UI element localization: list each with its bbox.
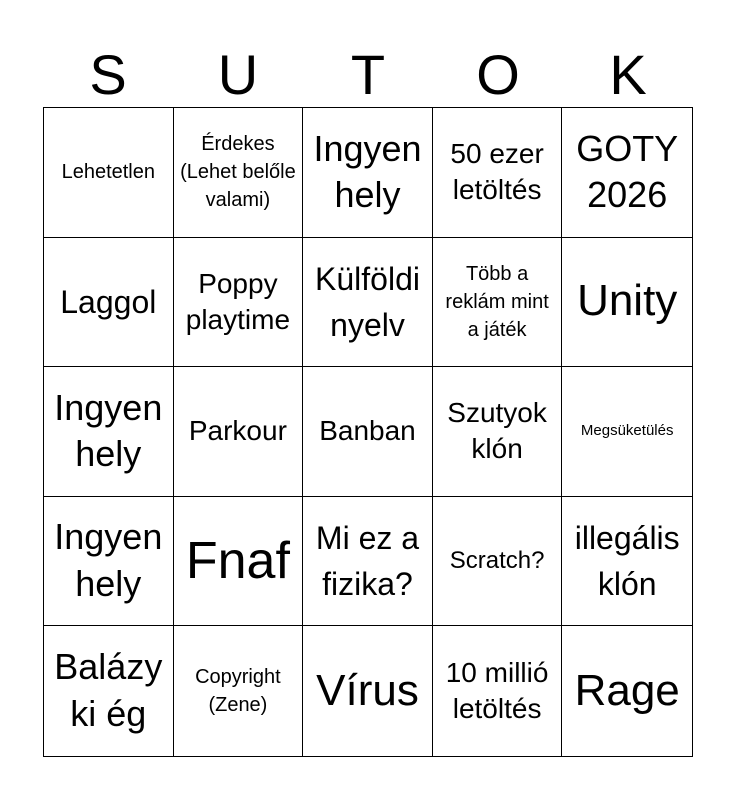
header-letter: S (89, 43, 127, 106)
bingo-cell[interactable] (433, 108, 563, 238)
bingo-cell[interactable] (433, 238, 563, 368)
bingo-cell[interactable] (562, 497, 692, 627)
bingo-header (43, 42, 693, 108)
cell-text: Megsüketülés (580, 422, 674, 440)
cell-text: Fnaf (185, 531, 290, 590)
bingo-cell[interactable] (303, 108, 433, 238)
cell-text: Több a reklám mint a játék (445, 262, 549, 341)
cell-text: Scratch? (449, 547, 545, 575)
cell-text: Ingyen hely (313, 127, 422, 216)
cell-text: Rage (574, 665, 680, 715)
bingo-cell[interactable] (562, 238, 692, 368)
bingo-cell[interactable] (433, 367, 563, 497)
bingo-cell[interactable] (44, 238, 174, 368)
cell-text: Szutyok klón (447, 397, 547, 465)
cell-text: GOTY 2026 (576, 127, 679, 216)
bingo-cell[interactable] (174, 497, 304, 627)
cell-text: Ingyen hely (54, 516, 163, 605)
cell-text: Copyright (Zene) (195, 666, 281, 717)
bingo-cell[interactable] (562, 367, 692, 497)
cell-text: Érdekes (Lehet belőle valami) (180, 133, 296, 212)
header-letter: U (217, 43, 259, 106)
bingo-cell[interactable] (44, 497, 174, 627)
cell-text: Unity (577, 276, 678, 326)
bingo-cell[interactable] (174, 108, 304, 238)
bingo-cell[interactable] (433, 497, 563, 627)
cell-text: 10 millió letöltés (445, 656, 549, 725)
bingo-cell[interactable] (44, 108, 174, 238)
cell-text: Banban (319, 415, 416, 447)
cell-text: Balázy ki ég (54, 646, 163, 735)
cell-text: Poppy playtime (185, 267, 291, 335)
bingo-cell[interactable] (44, 367, 174, 497)
bingo-cell[interactable] (433, 626, 563, 756)
cell-text: illegális klón (574, 519, 680, 603)
cell-text: Laggol (60, 283, 157, 320)
header-letter: O (476, 43, 520, 106)
bingo-cell[interactable] (303, 497, 433, 627)
cell-text: Vírus (316, 665, 419, 715)
cell-text: Parkour (188, 415, 287, 447)
cell-text: Ingyen hely (54, 386, 163, 475)
cell-text: Mi ez a fizika? (315, 519, 420, 603)
header-letter: K (609, 43, 647, 106)
bingo-cell[interactable] (303, 367, 433, 497)
bingo-cell[interactable] (562, 108, 692, 238)
cell-text: 50 ezer letöltés (450, 137, 544, 206)
bingo-cell[interactable] (174, 367, 304, 497)
bingo-cell[interactable] (44, 626, 174, 756)
bingo-cell[interactable] (174, 626, 304, 756)
bingo-cell[interactable] (562, 626, 692, 756)
bingo-cell[interactable] (303, 626, 433, 756)
header-letter: T (350, 43, 386, 106)
cell-text: Külföldi nyelv (315, 260, 420, 343)
bingo-cell[interactable] (174, 238, 304, 368)
bingo-board (43, 107, 693, 757)
cell-text: Lehetetlen (61, 161, 155, 184)
bingo-cell[interactable] (303, 238, 433, 368)
